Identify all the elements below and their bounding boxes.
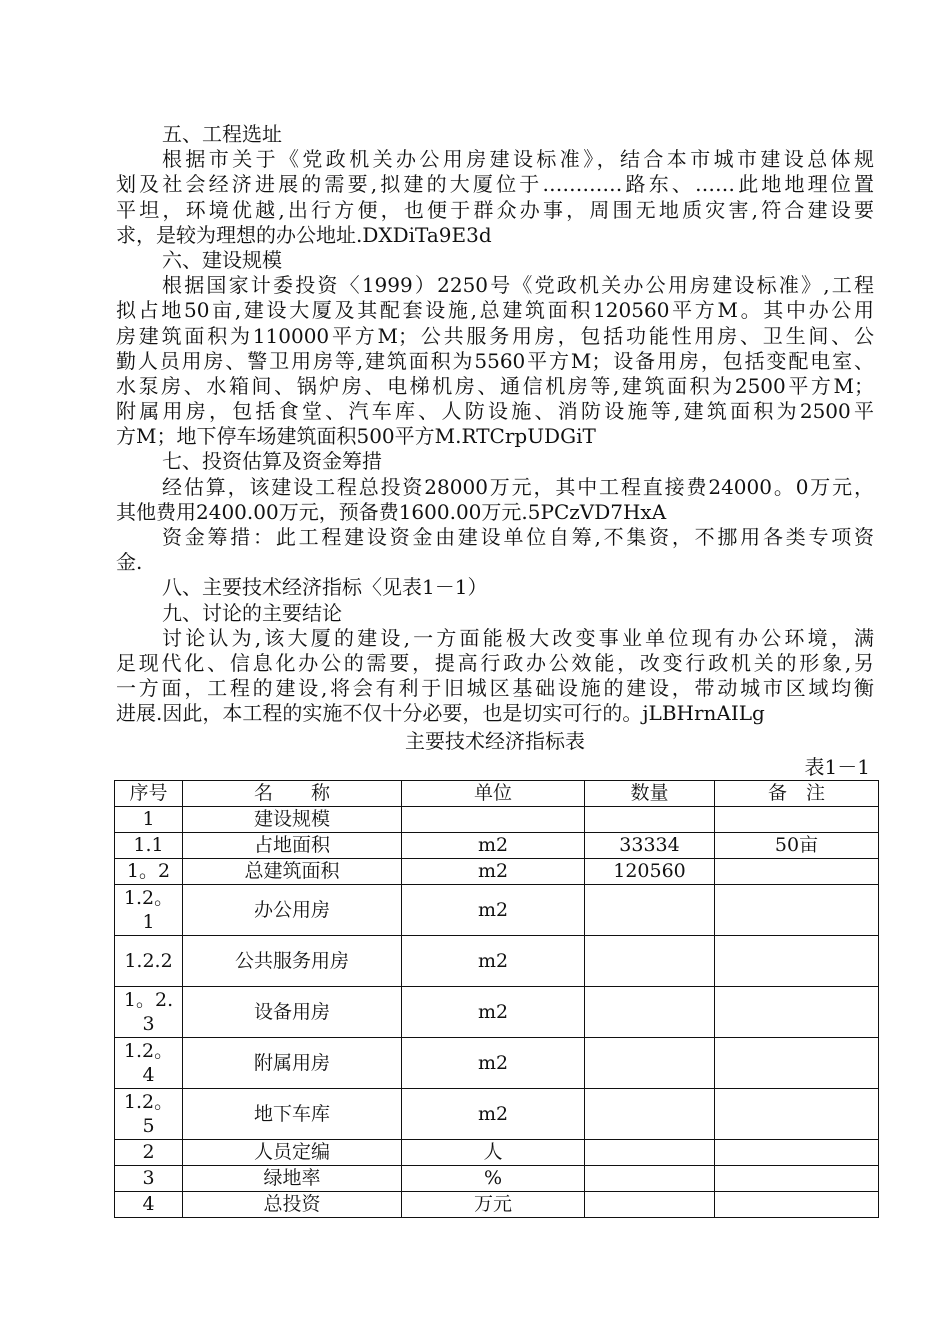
- cell-name: 总投资: [183, 1191, 402, 1217]
- cell-name: 绿地率: [183, 1165, 402, 1191]
- paragraph-line: 足现代化、信息化办公的需要，提高行政办公效能，改变行政机关的形象,另: [116, 650, 874, 675]
- paragraph-line: 根据国家计委投资〈1999）2250号《党政机关办公用房建设标准》,工程: [162, 273, 874, 298]
- cell-index: 2: [115, 1139, 183, 1165]
- document-body: [116, 122, 874, 1218]
- table-row: [115, 1165, 879, 1191]
- paragraph-line: 平坦，环境优越,出行方便，也便于群众办事，周围无地质灾害,符合建设要: [116, 197, 874, 222]
- cell-quantity: [585, 1088, 715, 1139]
- cell-unit: m2: [402, 935, 585, 986]
- cell-index: 4: [115, 1191, 183, 1217]
- cell-remark: [715, 806, 879, 832]
- cell-index: 1。2: [115, 858, 183, 884]
- cell-unit: 人: [402, 1139, 585, 1165]
- header-index: 序号: [115, 780, 183, 806]
- table-header-row: [115, 780, 879, 806]
- cell-name: 地下车库: [183, 1088, 402, 1139]
- cell-quantity: [585, 1165, 715, 1191]
- paragraph-line: 勤人员用房、警卫用房等,建筑面积为5560平方M；设备用房，包括变配电室、: [116, 348, 874, 373]
- cell-quantity: 33334: [585, 832, 715, 858]
- cell-unit: %: [402, 1165, 585, 1191]
- section-8-heading: 八、主要技术经济指标〈见表1－1）: [162, 575, 488, 600]
- cell-unit: m2: [402, 1088, 585, 1139]
- cell-unit: 万元: [402, 1191, 585, 1217]
- table-row: [115, 858, 879, 884]
- paragraph-line: 方M；地下停车场建筑面积500平方M.RTCrpUDGiT: [116, 424, 596, 449]
- paragraph-line: 拟占地50亩,建设大厦及其配套设施,总建筑面积120560平方M。其中办公用: [116, 298, 874, 323]
- cell-index: 1.2。1: [115, 884, 183, 935]
- cell-unit: m2: [402, 986, 585, 1037]
- paragraph-line: 资金筹措：此工程建设资金由建设单位自筹,不集资，不挪用各类专项资: [162, 525, 874, 549]
- cell-quantity: [585, 986, 715, 1037]
- cell-remark: [715, 858, 879, 884]
- table-row: [115, 1191, 879, 1217]
- cell-index: 1。2.3: [115, 986, 183, 1037]
- table-row: [115, 1139, 879, 1165]
- cell-remark: [715, 1165, 879, 1191]
- section-9-heading: 九、讨论的主要结论: [162, 600, 342, 625]
- cell-quantity: [585, 935, 715, 986]
- cell-name: 公共服务用房: [183, 935, 402, 986]
- cell-remark: [715, 1191, 879, 1217]
- cell-name: 设备用房: [183, 986, 402, 1037]
- table-row: [115, 806, 879, 832]
- cell-remark: [715, 1139, 879, 1165]
- table-row: [115, 1037, 879, 1088]
- paragraph-line: 金.: [116, 550, 143, 575]
- cell-index: 1: [115, 806, 183, 832]
- header-name: 名 称: [183, 780, 402, 806]
- paragraph-line: 经估算，该建设工程总投资28000万元，其中工程直接费24000。0万元，: [162, 474, 874, 499]
- header-remark: 备 注: [715, 780, 879, 806]
- cell-quantity: 120560: [585, 858, 715, 884]
- table-number: 表1－1: [804, 754, 870, 779]
- cell-unit: m2: [402, 858, 585, 884]
- cell-unit: m2: [402, 1037, 585, 1088]
- cell-name: 人员定编: [183, 1139, 402, 1165]
- table-row: [115, 986, 879, 1037]
- cell-unit: [402, 806, 585, 832]
- paragraph-line: 求，是较为理想的办公地址.DXDiTa9E3d: [116, 222, 492, 247]
- table-row: [115, 935, 879, 986]
- cell-remark: [715, 1088, 879, 1139]
- cell-index: 1.2。4: [115, 1037, 183, 1088]
- cell-index: 1.2。5: [115, 1088, 183, 1139]
- cell-quantity: [585, 806, 715, 832]
- cell-remark: [715, 935, 879, 986]
- cell-remark: 50亩: [715, 832, 879, 858]
- paragraph-line: 进展.因此，本工程的实施不仅十分必要，也是切实可行的。jLBHrnAILg: [116, 701, 765, 726]
- cell-quantity: [585, 1037, 715, 1088]
- cell-index: 1.1: [115, 832, 183, 858]
- cell-remark: [715, 884, 879, 935]
- section-7-heading: 七、投资估算及资金筹措: [162, 449, 382, 474]
- cell-remark: [715, 1037, 879, 1088]
- table-row: [115, 1088, 879, 1139]
- paragraph-line: 根据市关于《党政机关办公用房建设标准》，结合本市城市建设总体规: [162, 147, 874, 172]
- cell-name: 占地面积: [183, 832, 402, 858]
- cell-quantity: [585, 1191, 715, 1217]
- paragraph-line: 水泵房、水箱间、锅炉房、电梯机房、通信机房等,建筑面积为2500平方M；: [116, 373, 874, 398]
- table-row: [115, 884, 879, 935]
- cell-name: 办公用房: [183, 884, 402, 935]
- table-row: [115, 832, 879, 858]
- table-title: 主要技术经济指标表: [405, 728, 585, 753]
- cell-unit: m2: [402, 832, 585, 858]
- paragraph-line: 其他费用2400.00万元，预备费1600.00万元.5PCzVD7HxA: [116, 499, 667, 524]
- paragraph-line: 房建筑面积为110000平方M；公共服务用房，包括功能性用房、卫生间、公: [116, 323, 874, 348]
- header-quantity: 数量: [585, 780, 715, 806]
- cell-index: 3: [115, 1165, 183, 1191]
- header-unit: 单位: [402, 780, 585, 806]
- section-6-heading: 六、建设规模: [162, 247, 282, 272]
- paragraph-line: 讨论认为,该大厦的建设,一方面能极大改变事业单位现有办公环境，满: [162, 625, 874, 650]
- technical-indicator-table: [114, 780, 879, 1218]
- cell-name: 总建筑面积: [183, 858, 402, 884]
- paragraph-line: 划及社会经济进展的需要,拟建的大厦位于…………路东、……此地地理位置: [116, 172, 874, 197]
- cell-quantity: [585, 884, 715, 935]
- cell-unit: m2: [402, 884, 585, 935]
- cell-name: 附属用房: [183, 1037, 402, 1088]
- paragraph-line: 一方面，工程的建设,将会有利于旧城区基础设施的建设，带动城市区域均衡: [116, 676, 874, 701]
- cell-index: 1.2.2: [115, 935, 183, 986]
- cell-remark: [715, 986, 879, 1037]
- cell-name: 建设规模: [183, 806, 402, 832]
- cell-quantity: [585, 1139, 715, 1165]
- paragraph-line: 附属用房，包括食堂、汽车库、人防设施、消防设施等,建筑面积为2500平: [116, 399, 874, 424]
- section-5-heading: 五、工程选址: [162, 122, 282, 146]
